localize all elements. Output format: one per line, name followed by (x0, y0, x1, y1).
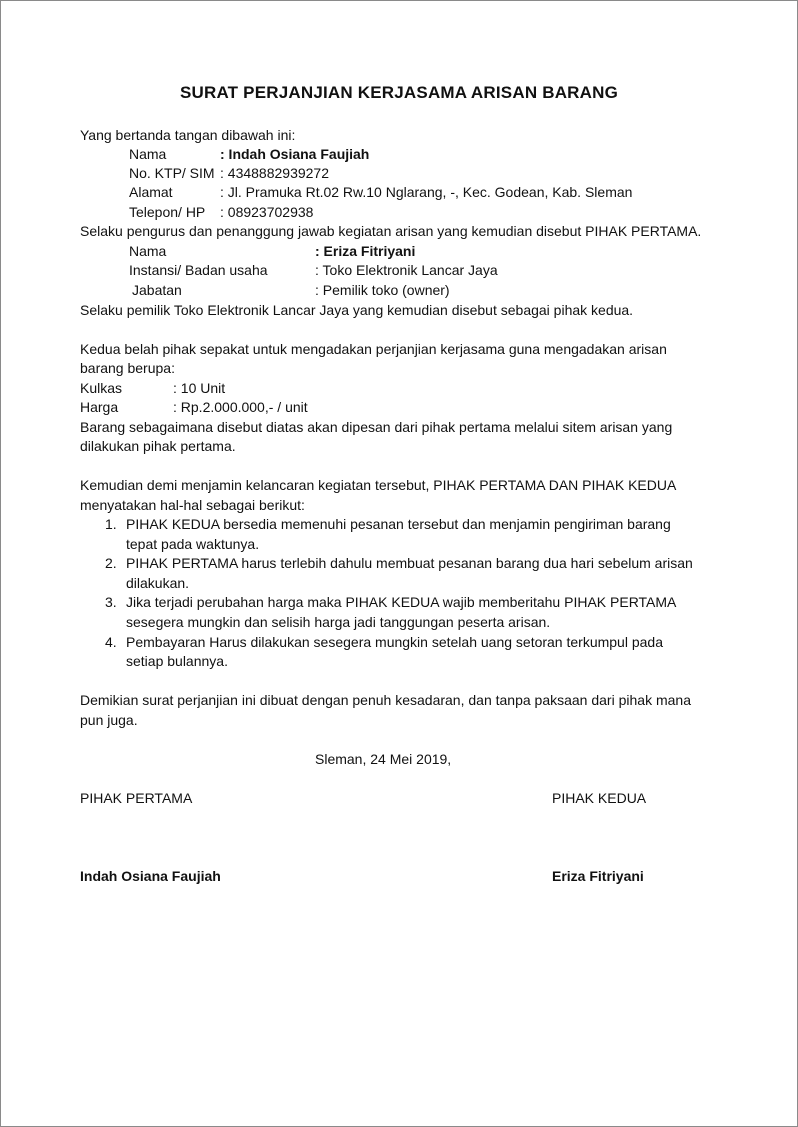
p1-role-sentence: Selaku pengurus dan penanggung jawab kegiatan arisan yang kemudian disebut PIHAK PERTAMA. (80, 223, 702, 239)
term-line: sesegera mungkin dan selisih harga jadi tanggungan peserta arisan. (126, 614, 551, 630)
p1-phone-label: Telepon/ HP (129, 204, 206, 220)
order-line-1: Barang sebagaimana disebut diatas akan dipesan dari pihak pertama melalui sitem arisan yang (80, 419, 673, 435)
order-line-2: dilakukan pihak pertama. (80, 438, 236, 454)
signature-left-name: Indah Osiana Faujiah (80, 868, 221, 884)
term-number: 4. (105, 634, 117, 650)
p1-address-value: : Jl. Pramuka Rt.02 Rw.10 Nglarang, -, Kec. Godean, Kab. Sleman (220, 184, 633, 200)
p1-name-value: : Indah Osiana Faujiah (220, 146, 370, 162)
p2-name-value: : Eriza Fitriyani (315, 243, 416, 259)
agreement-line-2: barang berupa: (80, 360, 175, 376)
p1-phone-value: : 08923702938 (220, 204, 314, 220)
item-label: Kulkas (80, 380, 123, 396)
p1-address-label: Alamat (129, 184, 173, 200)
p1-ktp-value: : 4348882939272 (220, 165, 329, 181)
place-date: Sleman, 24 Mei 2019, (315, 751, 452, 767)
p2-position-label: Jabatan (132, 282, 182, 298)
p1-name-label: Nama (129, 146, 167, 162)
signature-right-role: PIHAK KEDUA (552, 790, 647, 806)
signature-left-role: PIHAK PERTAMA (80, 790, 193, 806)
price-value: : Rp.2.000.000,- / unit (173, 399, 308, 415)
term-line: Pembayaran Harus dilakukan sesegera mungkin setelah uang setoran terkumpul pada (126, 634, 663, 650)
term-number: 3. (105, 594, 117, 610)
term-line: PIHAK KEDUA bersedia memenuhi pesanan tersebut dan menjamin pengiriman barang (126, 516, 671, 532)
terms-intro-line-2: menyatakan hal-hal sebagai berikut: (80, 497, 305, 513)
term-line: setiap bulannya. (126, 653, 228, 669)
agreement-line-1: Kedua belah pihak sepakat untuk mengadakan perjanjian kerjasama guna mengadakan arisan (80, 341, 667, 357)
signature-right-name: Eriza Fitriyani (552, 868, 644, 884)
intro-text: Yang bertanda tangan dibawah ini: (80, 127, 296, 143)
closing-line-2: pun juga. (80, 712, 138, 728)
terms-intro-line-1: Kemudian demi menjamin kelancaran kegiatan tersebut, PIHAK PERTAMA DAN PIHAK KEDUA (80, 477, 677, 493)
term-line: PIHAK PERTAMA harus terlebih dahulu membuat pesanan barang dua hari sebelum arisan (126, 555, 693, 571)
term-line: dilakukan. (126, 575, 190, 591)
term-number: 1. (105, 516, 117, 532)
price-label: Harga (80, 399, 119, 415)
term-number: 2. (105, 555, 117, 571)
p2-position-value: : Pemilik toko (owner) (315, 282, 450, 298)
p2-name-label: Nama (129, 243, 167, 259)
term-line: Jika terjadi perubahan harga maka PIHAK KEDUA wajib memberitahu PIHAK PERTAMA (126, 594, 677, 610)
p2-company-value: : Toko Elektronik Lancar Jaya (315, 262, 498, 278)
document-title: SURAT PERJANJIAN KERJASAMA ARISAN BARANG (179, 83, 619, 102)
item-value: : 10 Unit (173, 380, 226, 396)
p2-role-sentence: Selaku pemilik Toko Elektronik Lancar Jaya yang kemudian disebut sebagai pihak kedua. (80, 302, 634, 318)
term-line: tepat pada waktunya. (126, 536, 260, 552)
p2-company-label: Instansi/ Badan usaha (129, 262, 268, 278)
p1-ktp-label: No. KTP/ SIM (129, 165, 215, 181)
closing-line-1: Demikian surat perjanjian ini dibuat dengan penuh kesadaran, dan tanpa paksaan dari pihak mana (80, 692, 691, 708)
